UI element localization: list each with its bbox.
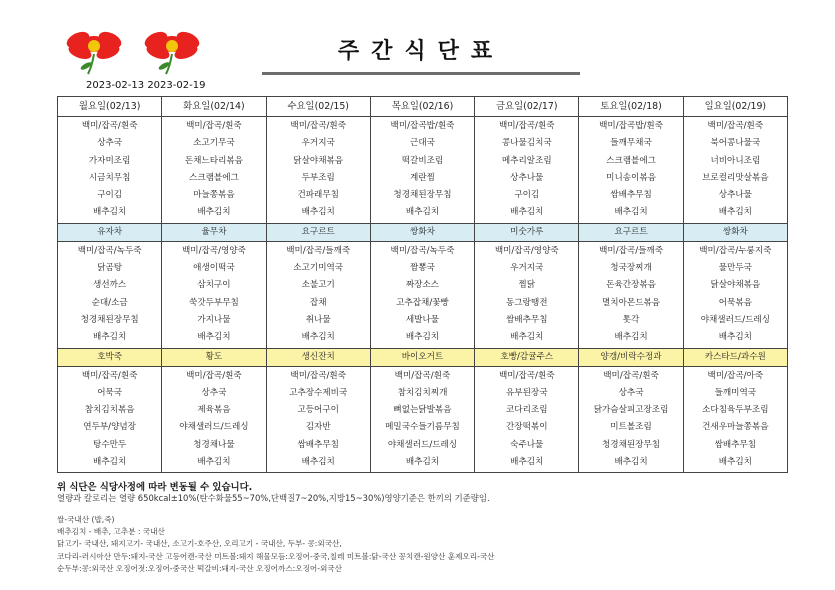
breakfast-cell xyxy=(579,117,683,224)
menu-item: 동그랑땡전 xyxy=(506,297,548,308)
menu-item: 우거지국 xyxy=(301,138,335,149)
menu-item: 배추김치 xyxy=(301,457,335,468)
day-header: 토요일(02/18) xyxy=(579,97,683,117)
dinner-row xyxy=(58,366,788,473)
menu-item: 돈육간장볶음 xyxy=(606,280,656,291)
day-header: 일요일(02/19) xyxy=(683,97,787,117)
day-header-row xyxy=(58,97,788,117)
menu-item: 계란찜 xyxy=(410,172,435,183)
menu-item: 쌈배추무침 xyxy=(506,314,548,325)
menu-item: 브로컬리맛살볶음 xyxy=(702,172,769,183)
menu-item: 백미/잡곡/영양죽 xyxy=(181,245,246,256)
menu-item: 배추김치 xyxy=(614,457,648,468)
snack1-cell: 미숫가루 xyxy=(475,223,579,241)
menu-item: 참치김치볶음 xyxy=(84,405,135,416)
breakfast-cell xyxy=(266,117,370,224)
menu-item: 탕수만두 xyxy=(93,439,127,450)
title-underline xyxy=(262,72,580,75)
menu-item: 두부조림 xyxy=(301,172,335,183)
menu-item: 배추김치 xyxy=(405,332,440,343)
snack2-row xyxy=(58,348,788,366)
menu-item: 취나물 xyxy=(305,314,331,325)
menu-item: 청경채된장무침 xyxy=(393,190,452,201)
page-title: 주간식단표 xyxy=(337,39,505,64)
menu-item: 백미/잡곡/들깨죽 xyxy=(599,245,663,256)
menu-item: 백미/잡곡/누룽지죽 xyxy=(699,245,772,256)
menu-item: 어묵국 xyxy=(97,387,123,398)
menu-item: 백미/잡곡/흰죽 xyxy=(394,370,451,381)
menu-item: 찜닭 xyxy=(518,280,536,291)
menu-item: 배추김치 xyxy=(718,457,752,468)
lunch-cell xyxy=(475,241,579,348)
menu-item: 닭살야채볶음 xyxy=(710,280,761,291)
menu-item: 잡채 xyxy=(309,297,327,308)
snack2-cell: 호박죽 xyxy=(58,348,162,366)
menu-item: 마늘쫑볶음 xyxy=(193,190,235,201)
energy-note: 열량과 칼로리는 열량 650kcal±10%(탄수화물55~70%,단백질7~20%,지방15~30%)영양기준은 한끼의 기준량임. xyxy=(57,493,490,503)
menu-item: 백미/잡곡/영양죽 xyxy=(494,245,559,256)
menu-item: 상추나물 xyxy=(510,172,544,183)
day-header: 목요일(02/16) xyxy=(370,97,474,117)
menu-item: 건파래무침 xyxy=(297,190,339,201)
snack2-cell: 황도 xyxy=(162,348,266,366)
menu-item: 가지나물 xyxy=(197,314,231,325)
breakfast-cell xyxy=(475,117,579,224)
menu-item: 제육볶음 xyxy=(197,405,231,416)
day-header: 월요일(02/13) xyxy=(58,97,162,117)
menu-item: 배추김치 xyxy=(405,207,440,218)
menu-item: 백미/잡곡/흰죽 xyxy=(707,121,764,131)
menu-item: 백미/잡곡/흰죽 xyxy=(81,121,138,131)
date-range xyxy=(86,80,205,91)
flower-icon xyxy=(64,30,124,74)
menu-item: 콩나물김치국 xyxy=(501,138,552,149)
menu-item: 배추김치 xyxy=(197,332,231,343)
menu-item: 배추김치 xyxy=(510,457,544,468)
menu-item: 쌈배추무침 xyxy=(297,439,339,450)
menu-item: 소고기미역국 xyxy=(293,263,344,274)
menu-item: 구이김 xyxy=(514,190,540,201)
lunch-cell xyxy=(370,241,474,348)
menu-item: 상추국 xyxy=(97,138,123,149)
menu-item: 메밀국수들기름무침 xyxy=(385,422,460,433)
menu-item: 백미/잡곡/들깨죽 xyxy=(286,245,351,256)
menu-item: 소고기무국 xyxy=(193,138,235,149)
dinner-cell xyxy=(370,366,474,473)
menu-item: 떡갈비조림 xyxy=(401,155,444,166)
menu-item: 쌈배추무침 xyxy=(714,439,757,450)
breakfast-cell xyxy=(162,117,266,224)
menu-item: 물만두국 xyxy=(718,263,752,274)
menu-item: 고추장수제비국 xyxy=(289,387,348,398)
snack1-cell: 쌍화차 xyxy=(683,223,787,241)
day-header: 금요일(02/17) xyxy=(475,97,579,117)
menu-item: 스크램블에그 xyxy=(606,155,656,166)
menu-item: 코다리조림 xyxy=(506,405,548,416)
menu-item: 배추김치 xyxy=(405,457,440,468)
snack1-cell: 쌍화차 xyxy=(370,223,474,241)
day-header: 화요일(02/14) xyxy=(162,97,266,117)
menu-item: 상추국 xyxy=(201,387,227,398)
menu-item: 삼치구이 xyxy=(197,280,231,291)
menu-item: 미트볼조림 xyxy=(610,422,652,433)
menu-item: 백미/잡곡/흰죽 xyxy=(186,121,242,131)
dinner-cell xyxy=(475,366,579,473)
menu-item: 배추김치 xyxy=(614,332,648,343)
flower-decoration xyxy=(58,30,218,76)
lunch-cell xyxy=(266,241,370,348)
origin-line: 코다리-러시아산 만두:돼지-국산 고등어캔-국산 미트볼:돼지 해물모듬:오징어-중국,칠레 미트볼:닭-국산 꽁치캔-원양산 훈제오리-국산 xyxy=(57,551,495,561)
menu-item: 배추김치 xyxy=(197,457,231,468)
menu-item: 닭곰탕 xyxy=(97,263,123,274)
menu-item: 야채샐러드/드레싱 xyxy=(387,439,458,450)
menu-item: 메추리알조림 xyxy=(501,155,552,166)
snack2-cell: 바이오거트 xyxy=(370,348,474,366)
change-notice: 위 식단은 식당사정에 따라 변동될 수 있습니다. xyxy=(57,482,253,493)
menu-item: 상추나물 xyxy=(718,190,752,201)
menu-item: 너비아니조림 xyxy=(710,155,761,166)
menu-item: 닭살야채볶음 xyxy=(293,155,344,166)
snack2-cell: 카스타드/과수원 xyxy=(683,348,787,366)
menu-item: 배추김치 xyxy=(510,207,544,218)
dinner-cell xyxy=(162,366,266,473)
menu-item: 근대국 xyxy=(410,138,435,149)
menu-item: 배추김치 xyxy=(93,457,127,468)
menu-item: 연두부/양념장 xyxy=(83,422,136,433)
menu-item: 참치김치찌개 xyxy=(397,387,448,398)
day-header: 수요일(02/15) xyxy=(266,97,370,117)
menu-item: 생선까스 xyxy=(93,280,127,291)
menu-item: 시금치무침 xyxy=(88,172,131,183)
menu-item: 배추김치 xyxy=(301,207,335,218)
breakfast-cell xyxy=(683,117,787,224)
snack1-cell: 율무차 xyxy=(162,223,266,241)
origin-info xyxy=(57,514,495,575)
menu-item: 우거지국 xyxy=(510,263,544,274)
menu-item: 야채샐러드/드레싱 xyxy=(179,422,249,433)
menu-item: 쌈배추무침 xyxy=(610,190,652,201)
menu-item: 유부된장국 xyxy=(506,387,548,398)
menu-item: 북어콩나물국 xyxy=(710,138,761,149)
snack1-cell: 요구르트 xyxy=(579,223,683,241)
start-date: 2023-02-13 xyxy=(86,80,145,91)
menu-item: 배추김치 xyxy=(510,332,544,343)
menu-item: 멸치아몬드볶음 xyxy=(601,297,661,308)
snack1-row xyxy=(58,223,788,241)
menu-item: 백미/잡곡/흰죽 xyxy=(186,370,242,381)
menu-item: 배추김치 xyxy=(93,332,127,343)
end-date: 2023-02-19 xyxy=(147,80,206,91)
breakfast-row xyxy=(58,117,788,224)
menu-item: 숙주나물 xyxy=(510,439,544,450)
menu-item: 백미/잡곡/녹두죽 xyxy=(390,245,455,256)
dinner-cell xyxy=(58,366,162,473)
menu-item: 세발나물 xyxy=(405,314,440,325)
flower-icon xyxy=(142,30,202,74)
menu-item: 상추국 xyxy=(618,387,644,398)
origin-line: 배추김치 - 배추, 고추분 : 국내산 xyxy=(57,527,165,537)
menu-item: 소불고기 xyxy=(301,280,335,291)
menu-item: 건새우마늘쫑볶음 xyxy=(702,422,769,433)
menu-item: 미니송이볶음 xyxy=(606,172,656,183)
menu-item: 순대/소금 xyxy=(91,297,128,308)
menu-item: 백미/잡곡/흰죽 xyxy=(81,370,138,381)
menu-item: 구이김 xyxy=(97,190,123,201)
menu-item: 백미/잡곡/흰죽 xyxy=(290,121,346,131)
menu-item: 톳각 xyxy=(622,314,640,325)
dinner-cell xyxy=(683,366,787,473)
snack1-cell: 요구르트 xyxy=(266,223,370,241)
origin-line: 순두부:콩:외국산 오징어젓:오징어-중국산 떡갈비:돼지-국산 오징어까스:오징어-외국산 xyxy=(57,563,342,573)
menu-item: 백미/잡곡/흰죽 xyxy=(498,121,555,131)
dinner-cell xyxy=(579,366,683,473)
snack1-cell: 유자차 xyxy=(58,223,162,241)
menu-item: 청경채된장무침 xyxy=(601,439,661,450)
menu-item: 배추김치 xyxy=(301,332,335,343)
menu-item: 짬뽕국 xyxy=(410,263,435,274)
lunch-cell xyxy=(683,241,787,348)
menu-item: 닭가슴살피고장조림 xyxy=(593,405,669,416)
menu-item: 고등어구이 xyxy=(297,405,339,416)
lunch-cell xyxy=(162,241,266,348)
menu-item: 짜장소스 xyxy=(405,280,440,291)
menu-item: 배추김치 xyxy=(718,207,752,218)
breakfast-cell xyxy=(58,117,162,224)
menu-item: 야채샐러드/드레싱 xyxy=(700,314,770,325)
menu-item: 쑥갓두부무침 xyxy=(189,297,239,308)
menu-item: 간장떡볶이 xyxy=(506,422,548,433)
menu-item: 가자미조림 xyxy=(88,155,131,166)
menu-item: 청경채된장무침 xyxy=(80,314,139,325)
menu-item: 김자반 xyxy=(305,422,331,433)
menu-item: 배추김치 xyxy=(718,332,752,343)
lunch-cell xyxy=(579,241,683,348)
menu-item: 소다침육두부조림 xyxy=(702,405,769,416)
lunch-row xyxy=(58,241,788,348)
menu-item: 백미/잡곡밥/흰죽 xyxy=(599,121,663,131)
menu-item: 백미/잡곡/흰죽 xyxy=(498,370,555,381)
lunch-cell xyxy=(58,241,162,348)
snack2-cell: 양갱/비락수정과 xyxy=(579,348,683,366)
menu-item: 청경채나물 xyxy=(193,439,235,450)
dinner-cell xyxy=(266,366,370,473)
menu-item: 들깨무채국 xyxy=(610,138,652,149)
breakfast-cell xyxy=(370,117,474,224)
menu-item: 어묵볶음 xyxy=(718,297,752,308)
menu-item: 배추김치 xyxy=(93,207,127,218)
snack2-cell: 호빵/감귤주스 xyxy=(475,348,579,366)
menu-item: 스크램블에그 xyxy=(189,172,239,183)
menu-item: 배추김치 xyxy=(614,207,648,218)
menu-item: 고추잡채/꽃빵 xyxy=(396,297,449,308)
menu-item: 백미/잡곡/아죽 xyxy=(707,370,764,381)
menu-item: 들깨미역국 xyxy=(714,387,757,398)
menu-item: 백미/잡곡/흰죽 xyxy=(603,370,659,381)
menu-item: 백미/잡곡/녹두죽 xyxy=(77,245,142,256)
menu-item: 배추김치 xyxy=(197,207,231,218)
menu-item: 뼈없는닭발볶음 xyxy=(393,405,452,416)
menu-item: 돈채느타리볶음 xyxy=(184,155,243,166)
snack2-cell: 생신잔치 xyxy=(266,348,370,366)
origin-line: 쌀-국내산 (밥,죽) xyxy=(57,515,115,524)
weekly-menu-table xyxy=(57,96,788,473)
menu-item: 청국장찌개 xyxy=(610,263,652,274)
menu-item: 애생이떡국 xyxy=(193,263,235,274)
origin-line: 닭고기- 국내산, 돼지고기- 국내산, 소고기-호주산, 오리고기 - 국내산, 두부- 콩:외국산, xyxy=(57,539,342,549)
menu-item: 백미/잡곡밥/흰죽 xyxy=(390,121,455,131)
menu-item: 백미/잡곡/흰죽 xyxy=(290,370,346,381)
